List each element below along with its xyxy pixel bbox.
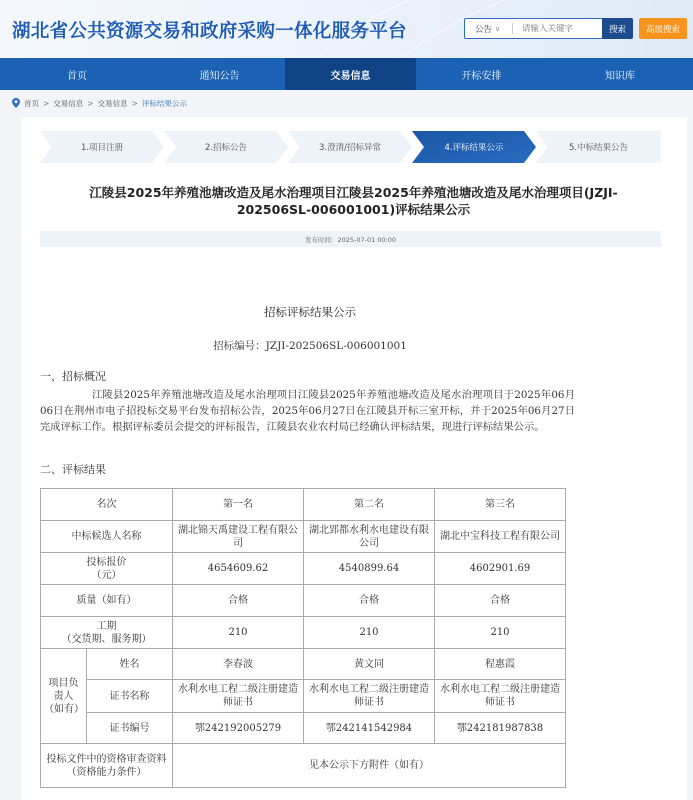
nav-item-trade-info[interactable]: 交易信息 <box>285 58 416 90</box>
table-row <box>41 713 566 744</box>
table-cell: 合格 <box>304 585 435 617</box>
row-label: 工期 （交货期、服务期） <box>41 617 173 649</box>
table-cell: 程惠霞 <box>435 649 566 680</box>
table-cell: 水利水电工程二级注册建造师证书 <box>304 680 435 713</box>
evaluation-results-table <box>40 488 566 788</box>
content-card <box>21 117 687 800</box>
row-label: 中标候选人名称 <box>41 521 173 553</box>
table-cell: 4602901.69 <box>435 553 566 585</box>
header-first: 第一名 <box>173 489 304 521</box>
main-nav <box>0 58 693 90</box>
site-title[interactable]: 湖北省公共资源交易和政府采购一体化服务平台 <box>12 21 407 42</box>
breadcrumb-home[interactable]: 首页 <box>24 98 39 108</box>
search-box <box>464 18 633 39</box>
step-clarification[interactable]: 3.澄清/招标异常 <box>288 131 412 163</box>
search-input[interactable] <box>513 24 593 34</box>
table-cell: 水利水电工程二级注册建造师证书 <box>173 680 304 713</box>
site-header <box>0 0 693 58</box>
breadcrumb-separator: > <box>43 98 50 108</box>
table-row <box>41 744 566 788</box>
table-row <box>41 521 566 553</box>
row-label: 证书名称 <box>87 680 173 713</box>
table-cell: 湖北郢都水利水电建设有限公司 <box>304 521 435 553</box>
header-second: 第二名 <box>304 489 435 521</box>
table-cell: 210 <box>435 617 566 649</box>
nav-item-home[interactable]: 首页 <box>67 70 87 82</box>
document-title: 江陵县2025年养殖池塘改造及尾水治理项目江陵县2025年养殖池塘改造及尾水治理项目(JZJI- 202506SL-006001001)评标结果公示 <box>89 185 618 217</box>
table-cell: 4654609.62 <box>173 553 304 585</box>
chevron-down-icon: ∨ <box>495 24 501 33</box>
advanced-search-button[interactable]: 高级搜索 <box>639 18 687 39</box>
nav-item-bid-opening[interactable]: 开标安排 <box>461 70 502 82</box>
table-row <box>41 489 566 521</box>
breadcrumb-current: 评标结果公示 <box>141 98 187 108</box>
table-cell: 鄂242181987838 <box>435 713 566 744</box>
table-cell: 李春波 <box>173 649 304 680</box>
row-label: 质量（如有） <box>41 585 173 617</box>
table-row <box>41 585 566 617</box>
location-pin-icon <box>12 98 20 108</box>
breadcrumb-trade-info-sub[interactable]: 交易信息 <box>97 98 128 108</box>
search-category-select[interactable] <box>465 23 512 35</box>
row-label: 投标报价 （元） <box>41 553 173 585</box>
process-steps <box>40 131 661 163</box>
table-row <box>41 617 566 649</box>
table-cell: 210 <box>304 617 435 649</box>
step-award-notice[interactable]: 5.中标结果公告 <box>536 131 661 163</box>
search-button[interactable]: 搜索 <box>602 18 633 39</box>
table-cell: 210 <box>173 617 304 649</box>
table-cell: 4540899.64 <box>304 553 435 585</box>
row-group-label: 项目负责人（如有） <box>41 649 87 744</box>
nav-item-notices[interactable]: 通知公告 <box>199 70 240 82</box>
table-cell: 鄂242192005279 <box>173 713 304 744</box>
header-rank: 名次 <box>41 489 173 521</box>
search-category-label: 公告 <box>475 24 493 35</box>
row-label: 投标文件中的资格审查资料（资格能力条件） <box>41 744 173 788</box>
step-tender-notice[interactable]: 2.招标公告 <box>164 131 288 163</box>
table-cell: 鄂242141542984 <box>304 713 435 744</box>
table-row <box>41 680 566 713</box>
breadcrumb-separator: > <box>131 98 138 108</box>
section-overview-body: 江陵县2025年养殖池塘改造及尾水治理项目江陵县2025年养殖池塘改造及尾水治理项目于2025年06月06日在荆州市电子招投标交易平台发布招标公告，2025年06月27日在江陵县开标三室开标，并于2025年06月27日完成评标工作。根据评标委员会提交的评标报告，江陵县农业农村局已经确认评标结果，现进行评标结果公示。 <box>40 389 575 433</box>
header-third: 第三名 <box>435 489 566 521</box>
tender-code: 招标编号：JZJI-202506SL-006001001 <box>213 340 407 352</box>
table-row <box>41 553 566 585</box>
breadcrumb-separator: > <box>87 98 94 108</box>
table-cell: 湖北锦天禹建设工程有限公司 <box>173 521 304 553</box>
breadcrumb <box>12 96 187 110</box>
row-label: 姓名 <box>87 649 173 680</box>
nav-item-knowledge[interactable]: 知识库 <box>605 70 635 82</box>
table-cell: 合格 <box>173 585 304 617</box>
table-cell: 湖北中宝科技工程有限公司 <box>435 521 566 553</box>
section-overview-title: 一、招标概况 <box>40 370 106 383</box>
table-cell: 见本公示下方附件（如有） <box>173 744 566 788</box>
row-label: 证书编号 <box>87 713 173 744</box>
step-evaluation-result[interactable]: 4.评标结果公示 <box>412 131 536 163</box>
table-cell: 黄文同 <box>304 649 435 680</box>
breadcrumb-trade-info[interactable]: 交易信息 <box>53 98 84 108</box>
section-results-title: 二、评标结果 <box>40 463 106 476</box>
publish-time: 发布时间：2025-07-01 00:00 <box>40 231 661 247</box>
table-cell: 合格 <box>435 585 566 617</box>
step-project-register[interactable]: 1.项目注册 <box>40 131 164 163</box>
table-cell: 水利水电工程二级注册建造师证书 <box>435 680 566 713</box>
notice-heading: 招标评标结果公示 <box>264 305 356 319</box>
table-row <box>41 649 566 680</box>
